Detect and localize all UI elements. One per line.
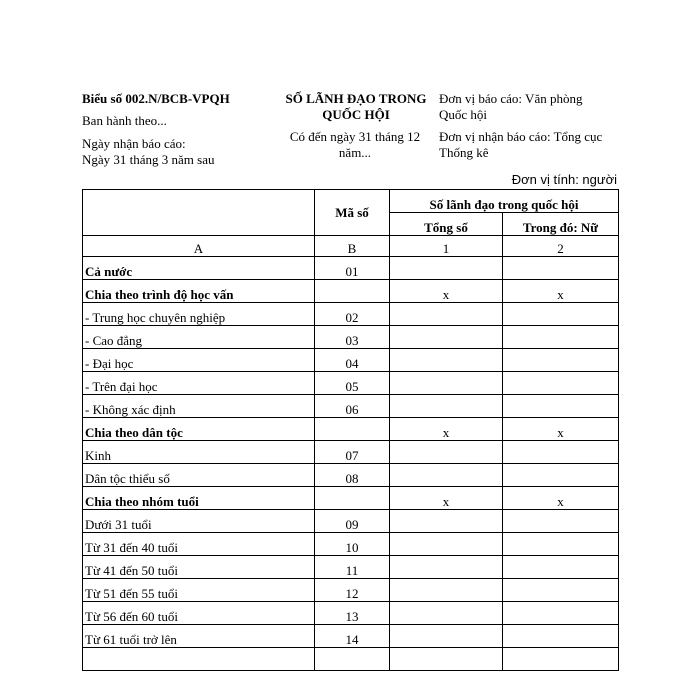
row-total xyxy=(390,441,503,464)
receiving-unit-line2: Thống kê xyxy=(439,145,489,160)
table-row xyxy=(83,533,619,556)
table-row xyxy=(83,280,619,303)
row-label: Từ 51 đến 55 tuổi xyxy=(83,579,315,602)
label-header-cell xyxy=(83,190,315,236)
row-label: Chia theo trình độ học vấn xyxy=(83,280,315,303)
row-total xyxy=(390,326,503,349)
table-row xyxy=(83,395,619,418)
row-label: - Trung học chuyên nghiệp xyxy=(83,303,315,326)
row-total xyxy=(390,257,503,280)
row-female xyxy=(503,602,619,625)
empty-cell xyxy=(390,648,503,671)
row-female xyxy=(503,510,619,533)
row-female xyxy=(503,257,619,280)
table-row xyxy=(83,510,619,533)
report-period-line1: Có đến ngày 31 tháng 12 xyxy=(289,129,421,144)
col-letter-a: A xyxy=(83,236,315,257)
row-label: Chia theo nhóm tuổi xyxy=(83,487,315,510)
col-letter-1: 1 xyxy=(390,236,503,257)
row-total xyxy=(390,533,503,556)
col-letter-b: B xyxy=(315,236,390,257)
report-period-line2: năm... xyxy=(338,145,372,160)
row-total xyxy=(390,602,503,625)
received-date-label: Ngày nhận báo cáo: xyxy=(82,136,186,151)
table-row xyxy=(83,372,619,395)
row-label: Dưới 31 tuổi xyxy=(83,510,315,533)
row-total xyxy=(390,625,503,648)
total-header: Tổng số xyxy=(390,213,503,236)
row-code: 11 xyxy=(315,556,390,579)
row-label: - Trên đại học xyxy=(83,372,315,395)
table-row-empty xyxy=(83,648,619,671)
female-header: Trong đó: Nữ xyxy=(503,213,619,236)
table-row xyxy=(83,625,619,648)
row-label: Từ 56 đến 60 tuổi xyxy=(83,602,315,625)
col-letter-2: 2 xyxy=(503,236,619,257)
row-total xyxy=(390,464,503,487)
receiving-unit xyxy=(439,129,619,161)
row-code: 14 xyxy=(315,625,390,648)
empty-cell xyxy=(315,648,390,671)
row-female xyxy=(503,326,619,349)
table-row xyxy=(83,349,619,372)
row-label: Cả nước xyxy=(83,257,315,280)
group-header: Số lãnh đạo trong quốc hội xyxy=(390,190,619,213)
reporting-unit-line1: Đơn vị báo cáo: Văn phòng xyxy=(439,91,583,106)
table-row xyxy=(83,464,619,487)
report-table xyxy=(82,189,619,671)
row-label: Chia theo dân tộc xyxy=(83,418,315,441)
row-female xyxy=(503,349,619,372)
row-total xyxy=(390,556,503,579)
row-label: Từ 31 đến 40 tuổi xyxy=(83,533,315,556)
received-date xyxy=(82,136,252,168)
row-female: x xyxy=(503,418,619,441)
row-female: x xyxy=(503,280,619,303)
row-code: 08 xyxy=(315,464,390,487)
row-label: Dân tộc thiểu số xyxy=(83,464,315,487)
unit-of-measure: Đơn vị tính: người xyxy=(511,172,617,187)
row-female xyxy=(503,464,619,487)
row-female xyxy=(503,533,619,556)
row-female xyxy=(503,579,619,602)
reporting-unit xyxy=(439,91,619,123)
row-code: 02 xyxy=(315,303,390,326)
row-label: Từ 61 tuổi trở lên xyxy=(83,625,315,648)
code-header: Mã số xyxy=(315,190,390,236)
issued-by: Ban hành theo... xyxy=(82,113,167,128)
empty-cell xyxy=(83,648,315,671)
receiving-unit-line1: Đơn vị nhận báo cáo: Tổng cục xyxy=(439,129,603,144)
row-code: 03 xyxy=(315,326,390,349)
table-row xyxy=(83,418,619,441)
reporting-unit-line2: Quốc hội xyxy=(439,107,488,122)
table-row xyxy=(83,326,619,349)
row-code xyxy=(315,487,390,510)
row-code: 10 xyxy=(315,533,390,556)
row-total xyxy=(390,372,503,395)
report-title-line1: SỐ LÃNH ĐẠO TRONG xyxy=(285,91,427,106)
row-label: - Không xác định xyxy=(83,395,315,418)
row-label: - Cao đẳng xyxy=(83,326,315,349)
empty-cell xyxy=(503,648,619,671)
row-female xyxy=(503,625,619,648)
report-period xyxy=(280,129,430,161)
row-total xyxy=(390,349,503,372)
form-code: Biểu số 002.N/BCB-VPQH xyxy=(82,91,230,106)
row-code: 09 xyxy=(315,510,390,533)
report-title xyxy=(278,91,434,123)
row-label: Từ 41 đến 50 tuổi xyxy=(83,556,315,579)
row-total: x xyxy=(390,418,503,441)
row-code: 05 xyxy=(315,372,390,395)
row-label: Kinh xyxy=(83,441,315,464)
row-total xyxy=(390,510,503,533)
table-row xyxy=(83,487,619,510)
row-label: - Đại học xyxy=(83,349,315,372)
row-female xyxy=(503,395,619,418)
table-row xyxy=(83,602,619,625)
row-total xyxy=(390,303,503,326)
row-code: 13 xyxy=(315,602,390,625)
table-row xyxy=(83,441,619,464)
table-row xyxy=(83,556,619,579)
table-row xyxy=(83,257,619,280)
table-row xyxy=(83,303,619,326)
row-total xyxy=(390,395,503,418)
row-female: x xyxy=(503,487,619,510)
row-code: 12 xyxy=(315,579,390,602)
row-total: x xyxy=(390,280,503,303)
row-female xyxy=(503,441,619,464)
row-female xyxy=(503,556,619,579)
row-code xyxy=(315,418,390,441)
row-code: 07 xyxy=(315,441,390,464)
row-total: x xyxy=(390,487,503,510)
row-female xyxy=(503,372,619,395)
report-title-line2: QUỐC HỘI xyxy=(322,107,390,122)
row-female xyxy=(503,303,619,326)
row-code xyxy=(315,280,390,303)
row-code: 04 xyxy=(315,349,390,372)
row-total xyxy=(390,579,503,602)
row-code: 06 xyxy=(315,395,390,418)
table-row xyxy=(83,579,619,602)
row-code: 01 xyxy=(315,257,390,280)
received-date-value: Ngày 31 tháng 3 năm sau xyxy=(82,152,215,167)
